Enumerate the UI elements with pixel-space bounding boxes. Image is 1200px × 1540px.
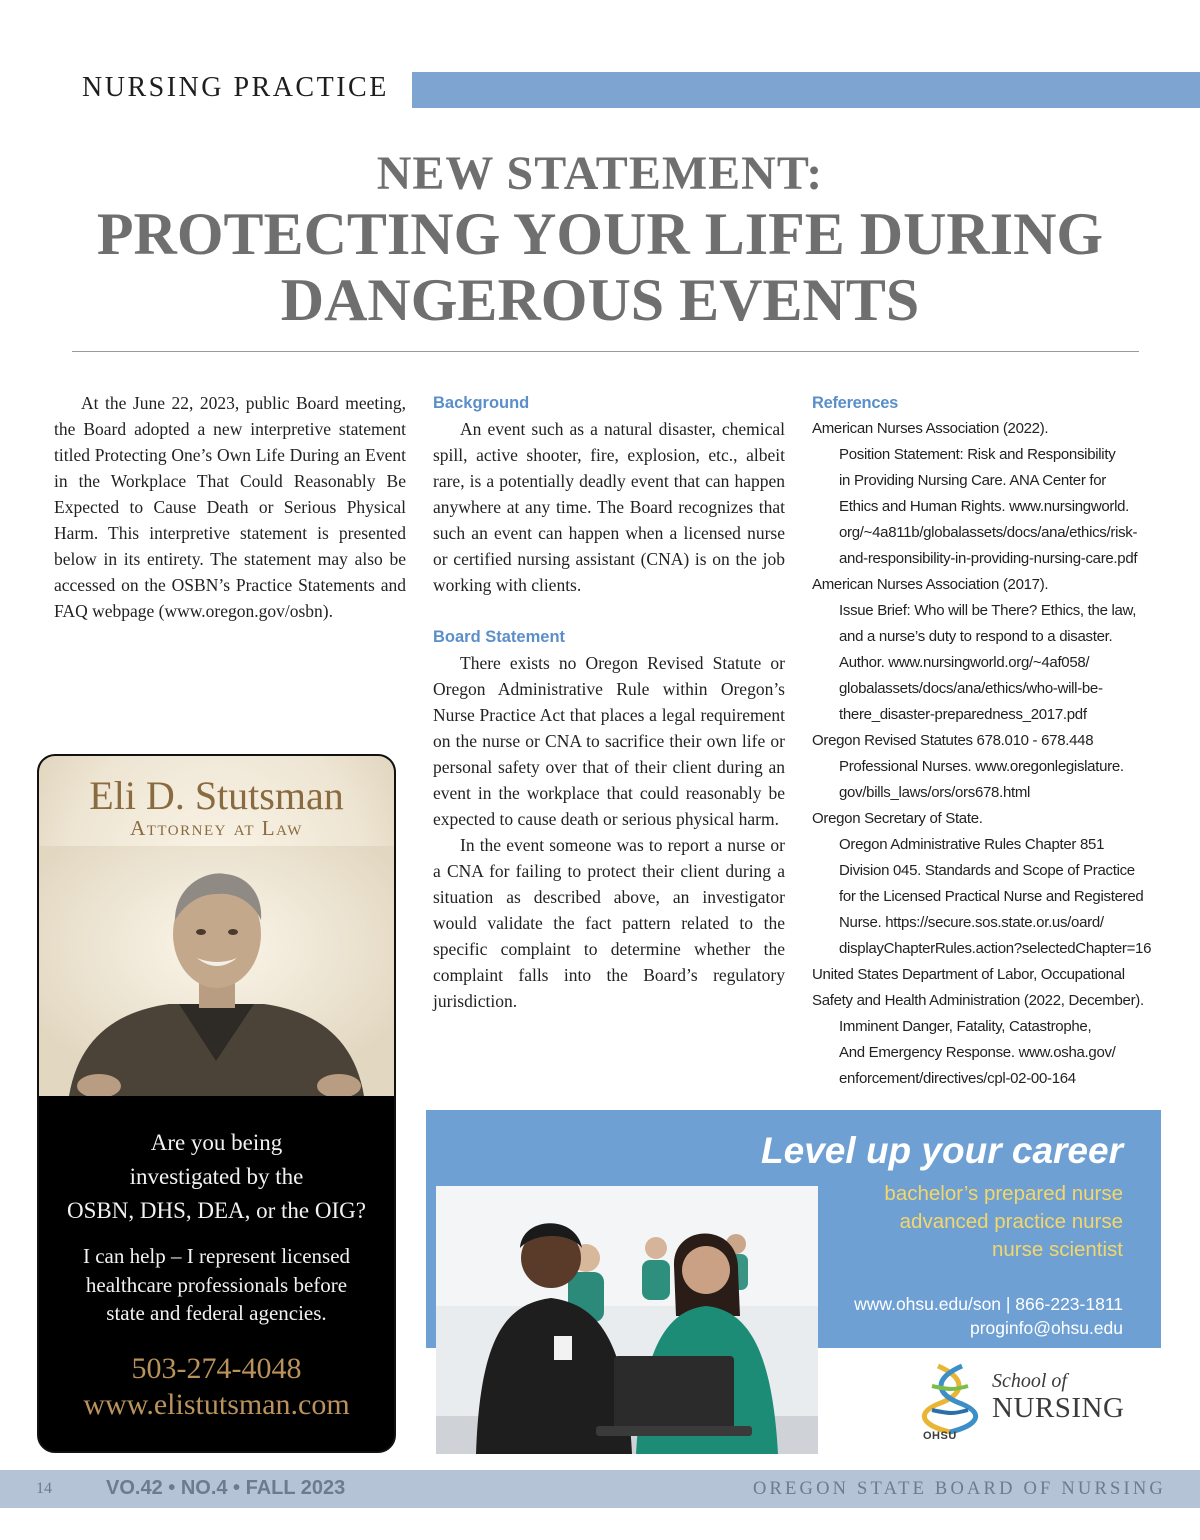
page-number: 14 bbox=[36, 1480, 52, 1497]
background-paragraph: An event such as a natural disaster, chemical spill, active shooter, fire, explosion, etc., albeit rare, is a potentially deadly event that can happen anywhere at any time. The Board recognizes that such an event can happen when a licensed nurse or certified nursing assistant (CNA) is on the job working with clients. bbox=[433, 419, 785, 595]
attorney-title: Attorney at Law bbox=[130, 816, 303, 840]
ohsu-email-link[interactable]: proginfo@ohsu.edu bbox=[969, 1318, 1123, 1338]
title-divider bbox=[72, 351, 1139, 352]
reference-line: gov/bills_laws/ors/ors678.html bbox=[839, 784, 1031, 801]
statement-column bbox=[433, 390, 785, 1014]
reference-line: Issue Brief: Who will be There? Ethics, the law, bbox=[839, 602, 1137, 619]
ohsu-headline: Level up your career bbox=[761, 1130, 1123, 1171]
publisher-name: OREGON STATE BOARD OF NURSING bbox=[752, 1479, 1166, 1499]
ohsu-advertisement[interactable] bbox=[426, 1110, 1161, 1454]
reference-line: American Nurses Association (2017). bbox=[812, 576, 1049, 593]
background-heading: Background bbox=[433, 394, 530, 412]
reference-line: and-responsibility-in-providing-nursing-care.pdf bbox=[839, 550, 1138, 567]
reference-line: Position Statement: Risk and Responsibility bbox=[839, 446, 1116, 463]
intro-paragraph: At the June 22, 2023, public Board meeting, the Board adopted a new interpretive statement titled Protecting One’s Own Life During an Event in the Workplace That Could Reasonably Be Expected to Cause Death or Serious Physical Harm. This interpretive statement is presented below in its entirety. The statement may also be accessed on the OSBN’s Practice Statements and FAQ webpage (www.oregon.gov/osbn). bbox=[54, 393, 406, 621]
reference-line: And Emergency Response. www.osha.gov/ bbox=[839, 1044, 1116, 1061]
attorney-website-link[interactable]: www.elistutsman.com bbox=[83, 1388, 350, 1421]
degree-advanced-practice: advanced practice nurse bbox=[899, 1210, 1123, 1233]
reference-line: in Providing Nursing Care. ANA Center for bbox=[839, 472, 1106, 489]
reference-line: globalassets/docs/ana/ethics/who-will-be- bbox=[839, 680, 1103, 697]
reference-line: United States Department of Labor, Occupational bbox=[812, 966, 1125, 983]
board-statement-paragraph-1: There exists no Oregon Revised Statute or Oregon Administrative Rule within Oregon’s Nurse Practice Act that places a legal requirement on the nurse or CNA to sacrifice their own life or personal safety over that of their client during an event in the workplace that could reasonably be expected to cause death or serious physical harm. bbox=[433, 653, 785, 829]
degree-bachelors: bachelor’s prepared nurse bbox=[884, 1182, 1123, 1205]
references-list bbox=[812, 416, 1172, 1092]
ad-question: Are you being investigated by the OSBN, DHS, DEA, or the OIG? bbox=[67, 1130, 366, 1223]
attorney-portrait bbox=[39, 846, 394, 1096]
reference-line: Ethics and Human Rights. www.nursingworld. bbox=[839, 498, 1130, 515]
reference-line: for the Licensed Practical Nurse and Registered bbox=[839, 888, 1144, 905]
references-column bbox=[812, 390, 1172, 1092]
logo-nursing: NURSING bbox=[992, 1392, 1125, 1424]
reference-line: Imminent Danger, Fatality, Catastrophe, bbox=[839, 1018, 1092, 1035]
reference-line: Oregon Administrative Rules Chapter 851 bbox=[839, 836, 1105, 853]
reference-line: enforcement/directives/cpl-02-00-164 bbox=[839, 1070, 1076, 1087]
attorney-name: Eli D. Stutsman bbox=[89, 773, 344, 818]
page-footer bbox=[0, 1470, 1200, 1508]
references-heading: References bbox=[812, 394, 898, 412]
reference-line: Author. www.nursingworld.org/~4af058/ bbox=[839, 654, 1090, 671]
issue-info: VO.42 • NO.4 • FALL 2023 bbox=[106, 1477, 346, 1499]
ad-help-text: I can help – I represent licensed healthcare professionals before state and federal agencies. bbox=[82, 1244, 351, 1325]
reference-line: there_disaster-preparedness_2017.pdf bbox=[839, 706, 1087, 723]
intro-column bbox=[54, 390, 406, 624]
reference-line: Safety and Health Administration (2022, December). bbox=[812, 992, 1144, 1009]
board-statement-heading: Board Statement bbox=[433, 628, 566, 646]
reference-line: Nurse. https://secure.sos.state.or.us/oard/ bbox=[839, 914, 1104, 931]
ohsu-website-phone-link[interactable]: www.ohsu.edu/son | 866-223-1811 bbox=[854, 1294, 1123, 1314]
article-title-line-2: PROTECTING YOUR LIFE DURING bbox=[96, 201, 1104, 267]
section-label: NURSING PRACTICE bbox=[82, 72, 389, 103]
article-title-line-3: DANGEROUS EVENTS bbox=[280, 267, 920, 333]
reference-line: org/~4a811b/globalassets/docs/ana/ethics/risk- bbox=[839, 524, 1138, 541]
attorney-advertisement[interactable] bbox=[37, 754, 396, 1453]
degree-nurse-scientist: nurse scientist bbox=[991, 1238, 1123, 1261]
logo-school-of: School of bbox=[992, 1370, 1067, 1392]
board-statement-paragraph-2: In the event someone was to report a nurse or a CNA for failing to protect their client during a situation as described above, an investigator would validate the fact pattern related to the specific complaint to determine whether the complaint falls into the Board’s regulatory jurisdiction. bbox=[433, 835, 785, 1011]
reference-line: American Nurses Association (2022). bbox=[812, 420, 1049, 437]
reference-line: displayChapterRules.action?selectedChapter=16 bbox=[839, 940, 1152, 957]
reference-line: Oregon Secretary of State. bbox=[812, 810, 983, 827]
reference-line: Oregon Revised Statutes 678.010 - 678.448 bbox=[812, 732, 1094, 749]
section-accent-bar bbox=[412, 72, 1200, 108]
reference-line: Division 045. Standards and Scope of Practice bbox=[839, 862, 1135, 879]
logo-ohsu-wordmark: OHSU bbox=[923, 1430, 957, 1442]
nursing-students-photo bbox=[436, 1186, 818, 1454]
reference-line: Professional Nurses. www.oregonlegislature. bbox=[839, 758, 1124, 775]
article-title-line-1: NEW STATEMENT: bbox=[376, 147, 824, 200]
reference-line: and a nurse’s duty to respond to a disaster. bbox=[839, 628, 1113, 645]
attorney-phone-link[interactable]: 503-274-4048 bbox=[131, 1352, 302, 1385]
